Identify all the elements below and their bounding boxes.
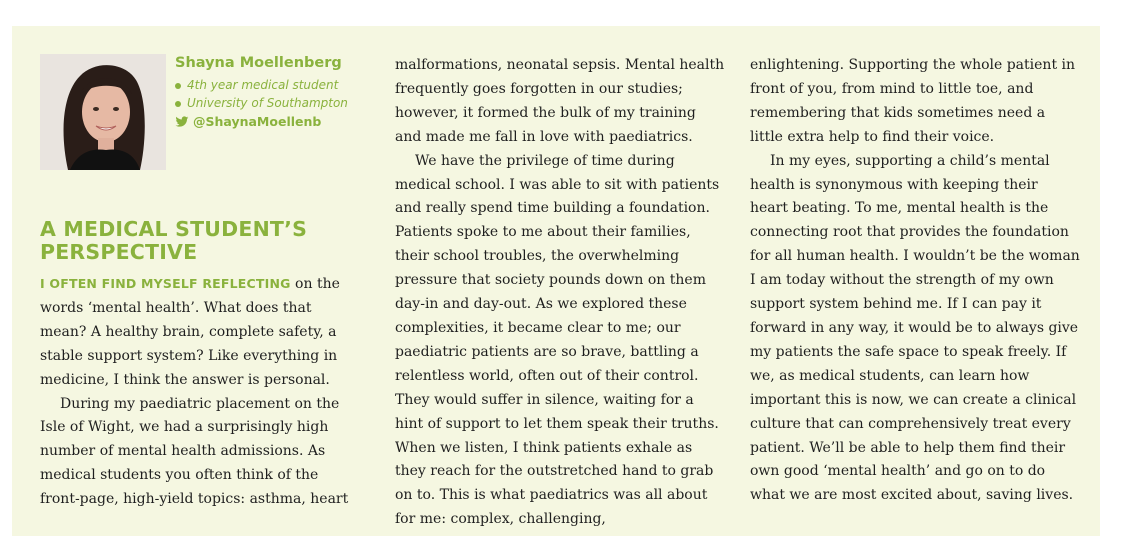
author-portrait-image <box>40 54 166 170</box>
paragraph: We have the privilege of time during medical school. I was able to sit with patients and really spend time building a foundation. Patients spoke to me about their families, their school troubles, the overwhelming pressure that society pounds down on them day-in and day-out. As we explored these complexities, it became clear to me; our paediatric patients are so brave, battling a relentless world, often out of their control. They would suffer in silence, waiting for a hint of support to let them speak their truths. When we listen, I think patients exhale as they reach for the outstretched hand to grab on to. This is what paediatrics was all about for me: complex, challenging, <box>395 152 720 528</box>
author-name: Shayna Moellenberg <box>175 55 342 71</box>
paragraph: In my eyes, supporting a child’s mental health is synonymous with keeping their heart beating. To me, mental health is the connecting root that provides the foundation for all human health. I wouldn’t be the woman I am today without the strength of my own support system behind me. If I can pay it forward in any way, it would be to always give my patients the safe space to speak freely. If we, as medical students, can learn how important this is now, we can create a clinical culture that can comprehensively treat every patient. We’ll be able to help them find their own good ‘mental health’ and go on to do what we are most excited about, saving lives. <box>750 152 1080 504</box>
bullet-icon <box>175 101 181 107</box>
paragraph <box>40 272 356 393</box>
author-institution-text: University of Southampton <box>187 96 348 110</box>
author-role-text: 4th year medical student <box>187 78 339 92</box>
lead-in: I OFTEN FIND MYSELF REFLECTING <box>40 276 291 291</box>
column-3 <box>750 54 1080 508</box>
author-role <box>175 77 375 94</box>
twitter-handle[interactable] <box>175 113 375 130</box>
author-photo <box>40 54 166 170</box>
column-2 <box>395 54 725 532</box>
article-panel <box>12 26 1100 536</box>
paragraph-text: on the words ‘mental health’. What does that mean? A healthy brain, complete safety, a stable support system? Like everything in medicine, I think the answer is personal. <box>40 276 340 388</box>
paragraph: malformations, neonatal sepsis. Mental health frequently goes forgotten in our studies; however, it formed the bulk of my training and made me fall in love with paediatrics. <box>395 57 725 145</box>
author-institution <box>175 95 375 112</box>
column-1 <box>40 272 356 512</box>
paragraph: During my paediatric placement on the Isle of Wight, we had a surprisingly high number of mental health admissions. As medical students you often think of the front-page, high-yield topics: asthma, heart <box>40 395 349 508</box>
paragraph: enlightening. Supporting the whole patient in front of you, from mind to little toe, and remembering that kids sometimes need a little extra help to find their voice. <box>750 57 1076 145</box>
twitter-bird-icon <box>175 116 189 128</box>
twitter-handle-text: @ShaynaMoellenb <box>193 114 322 129</box>
author-info <box>175 54 375 130</box>
article-title: A MEDICAL STUDENT’S PERSPECTIVE <box>40 217 308 264</box>
bullet-icon <box>175 83 181 89</box>
